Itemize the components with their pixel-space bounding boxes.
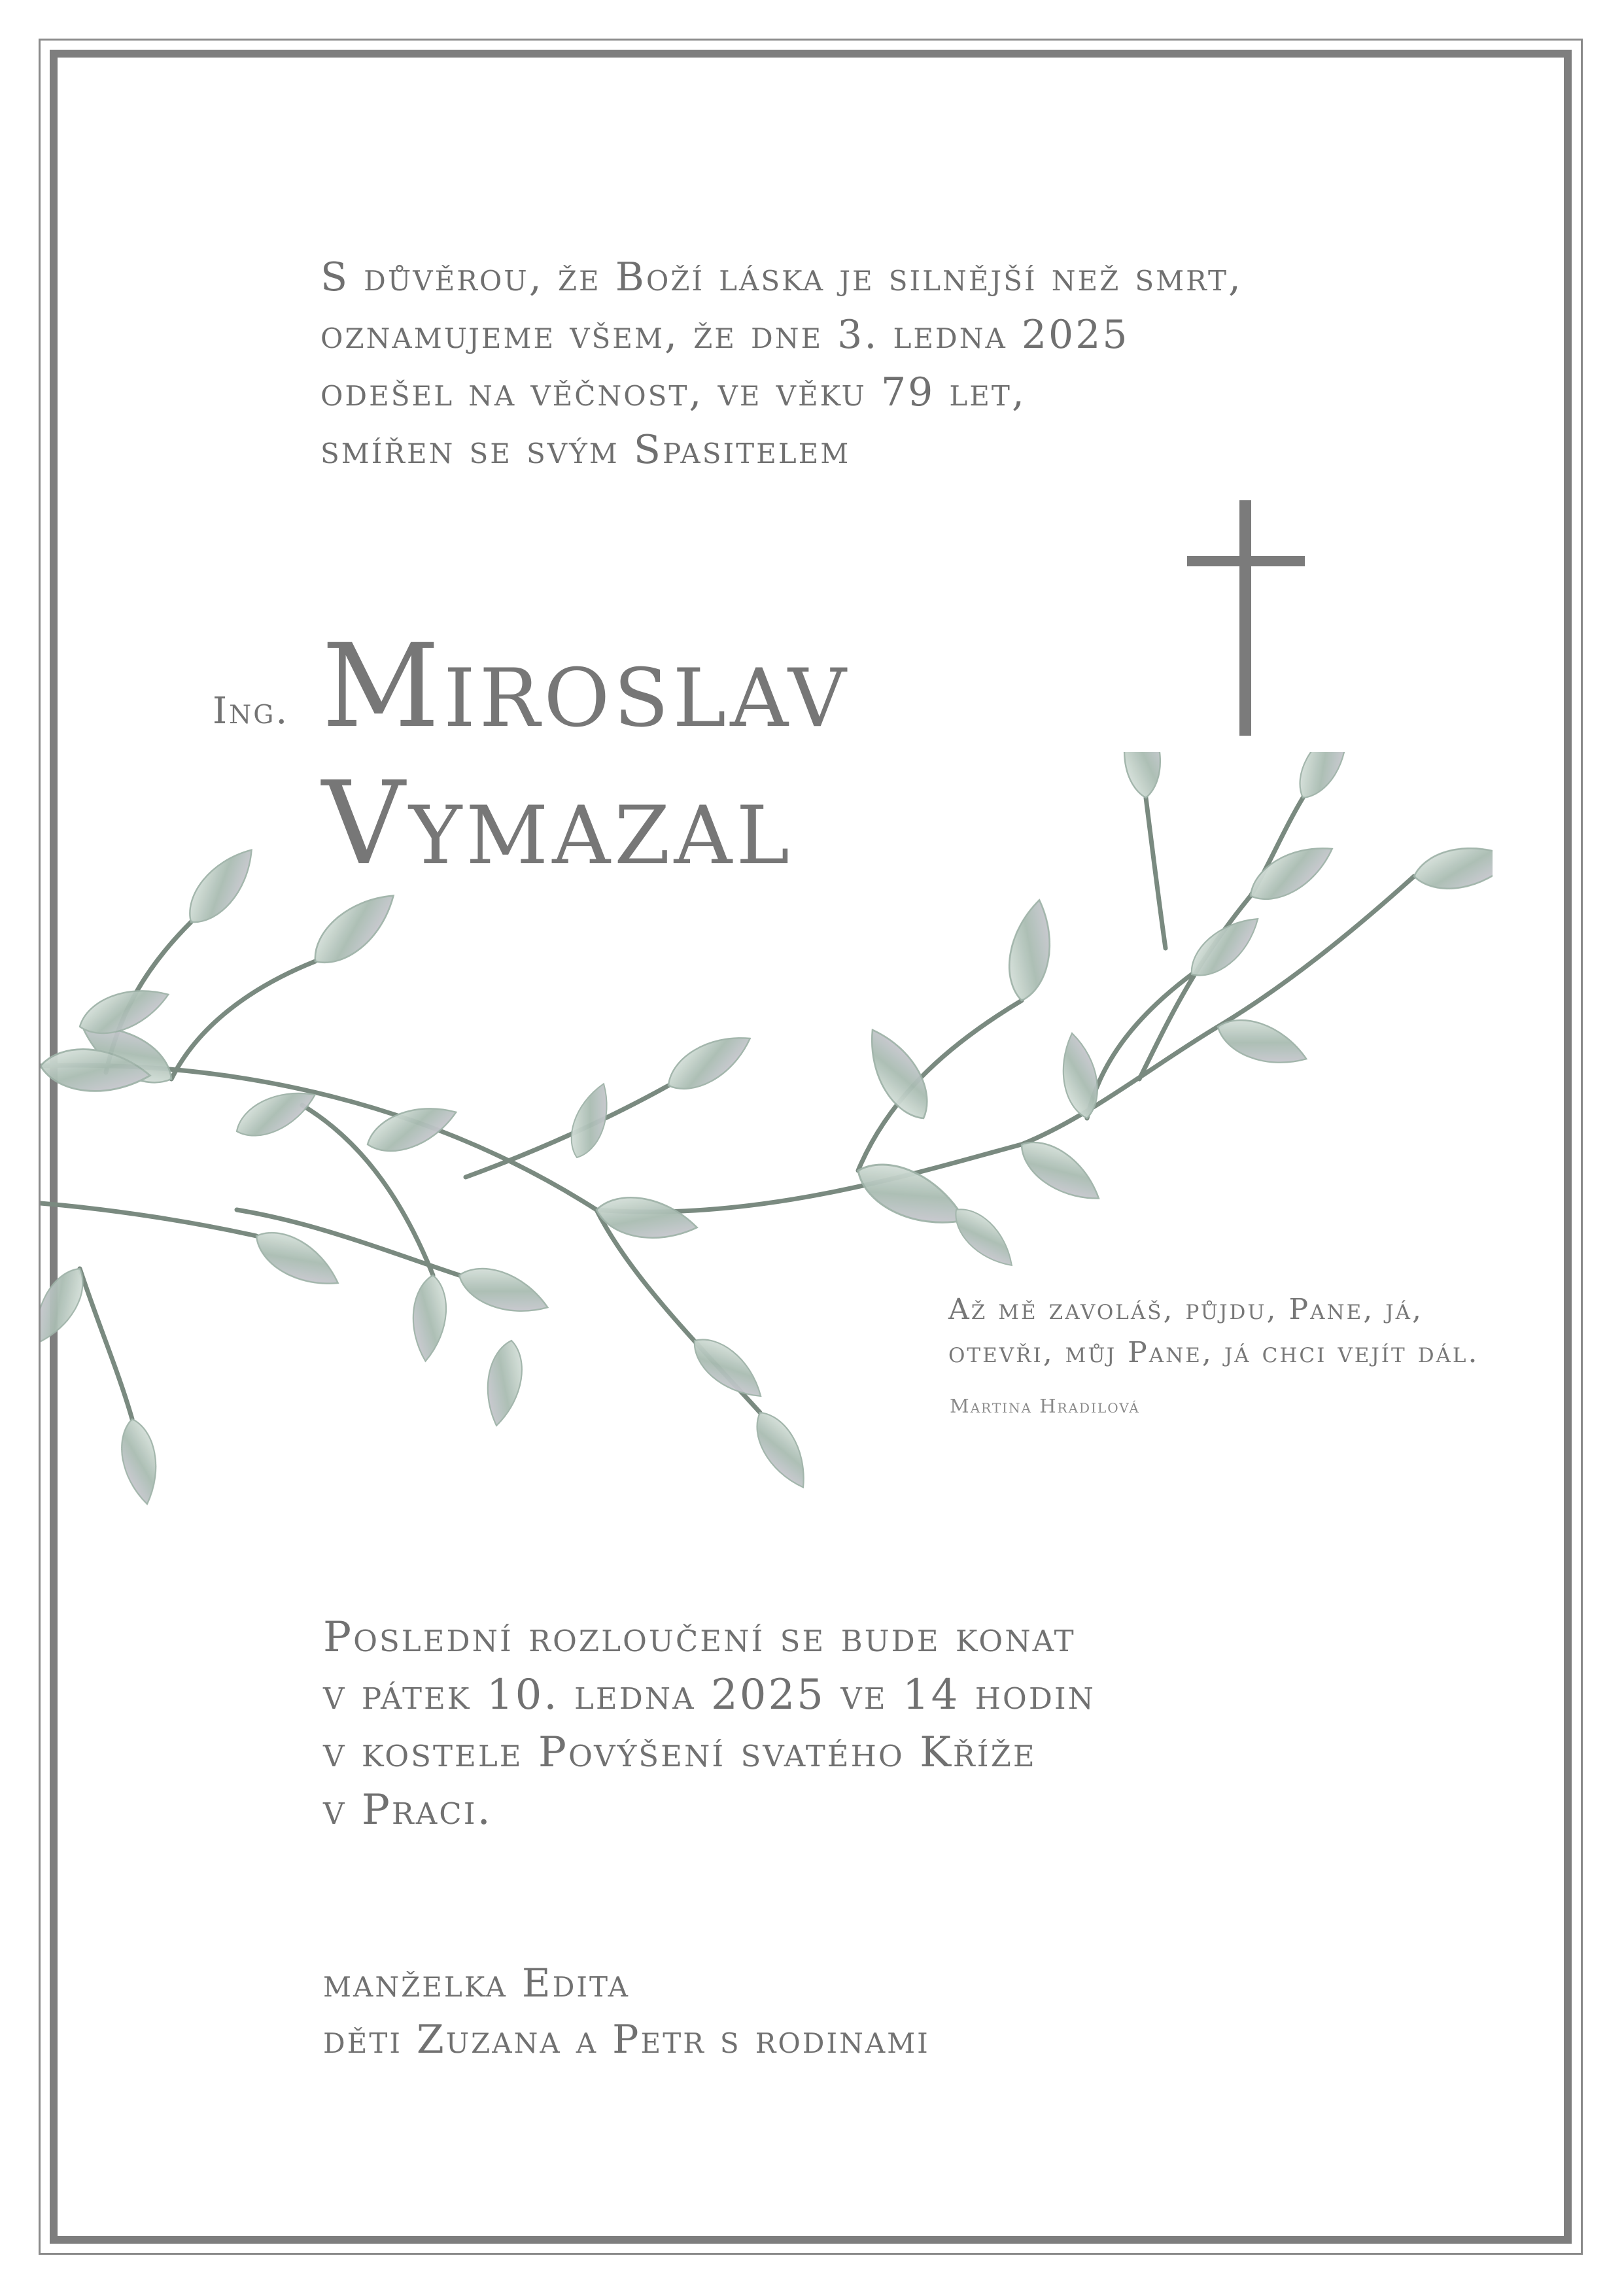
funeral-line: v kostele Povýšení svatého Kříže (323, 1728, 1037, 1777)
intro-line: odešel na věčnost, ve věku 79 let, (320, 369, 1027, 415)
deceased-title: Ing. (213, 690, 290, 732)
intro-line: S důvěrou, že Boží láska je silnější než smrt, (320, 254, 1243, 300)
funeral-line: v Praci. (323, 1786, 492, 1834)
leaf-branch-illustration (41, 752, 1493, 1537)
intro-text (320, 248, 1367, 479)
quote-line: Až mě zavoláš, půjdu, Pane, já, (948, 1293, 1423, 1326)
funeral-line: v pátek 10. ledna 2025 ve 14 hodin (323, 1671, 1096, 1719)
quote (948, 1288, 1537, 1375)
cross-icon (1187, 500, 1305, 736)
quote-line: otevři, můj Pane, já chci vejít dál. (948, 1336, 1479, 1369)
quote-author: Martina Hradilová (950, 1395, 1140, 1417)
intro-line: oznamujeme všem, že dne 3. ledna 2025 (320, 312, 1130, 358)
funeral-line: Poslední rozloučení se bude konat (323, 1613, 1076, 1662)
deceased-last-name: Vymazal (322, 757, 794, 891)
mourner-line: manželka Edita (323, 1961, 631, 2006)
funeral-details (323, 1609, 1500, 1839)
deceased-first-name: Miroslav (322, 619, 850, 753)
intro-line: smířen se svým Spasitelem (320, 427, 851, 473)
mourners (323, 1955, 1500, 2068)
mourner-line: děti Zuzana a Petr s rodinami (323, 2017, 930, 2063)
